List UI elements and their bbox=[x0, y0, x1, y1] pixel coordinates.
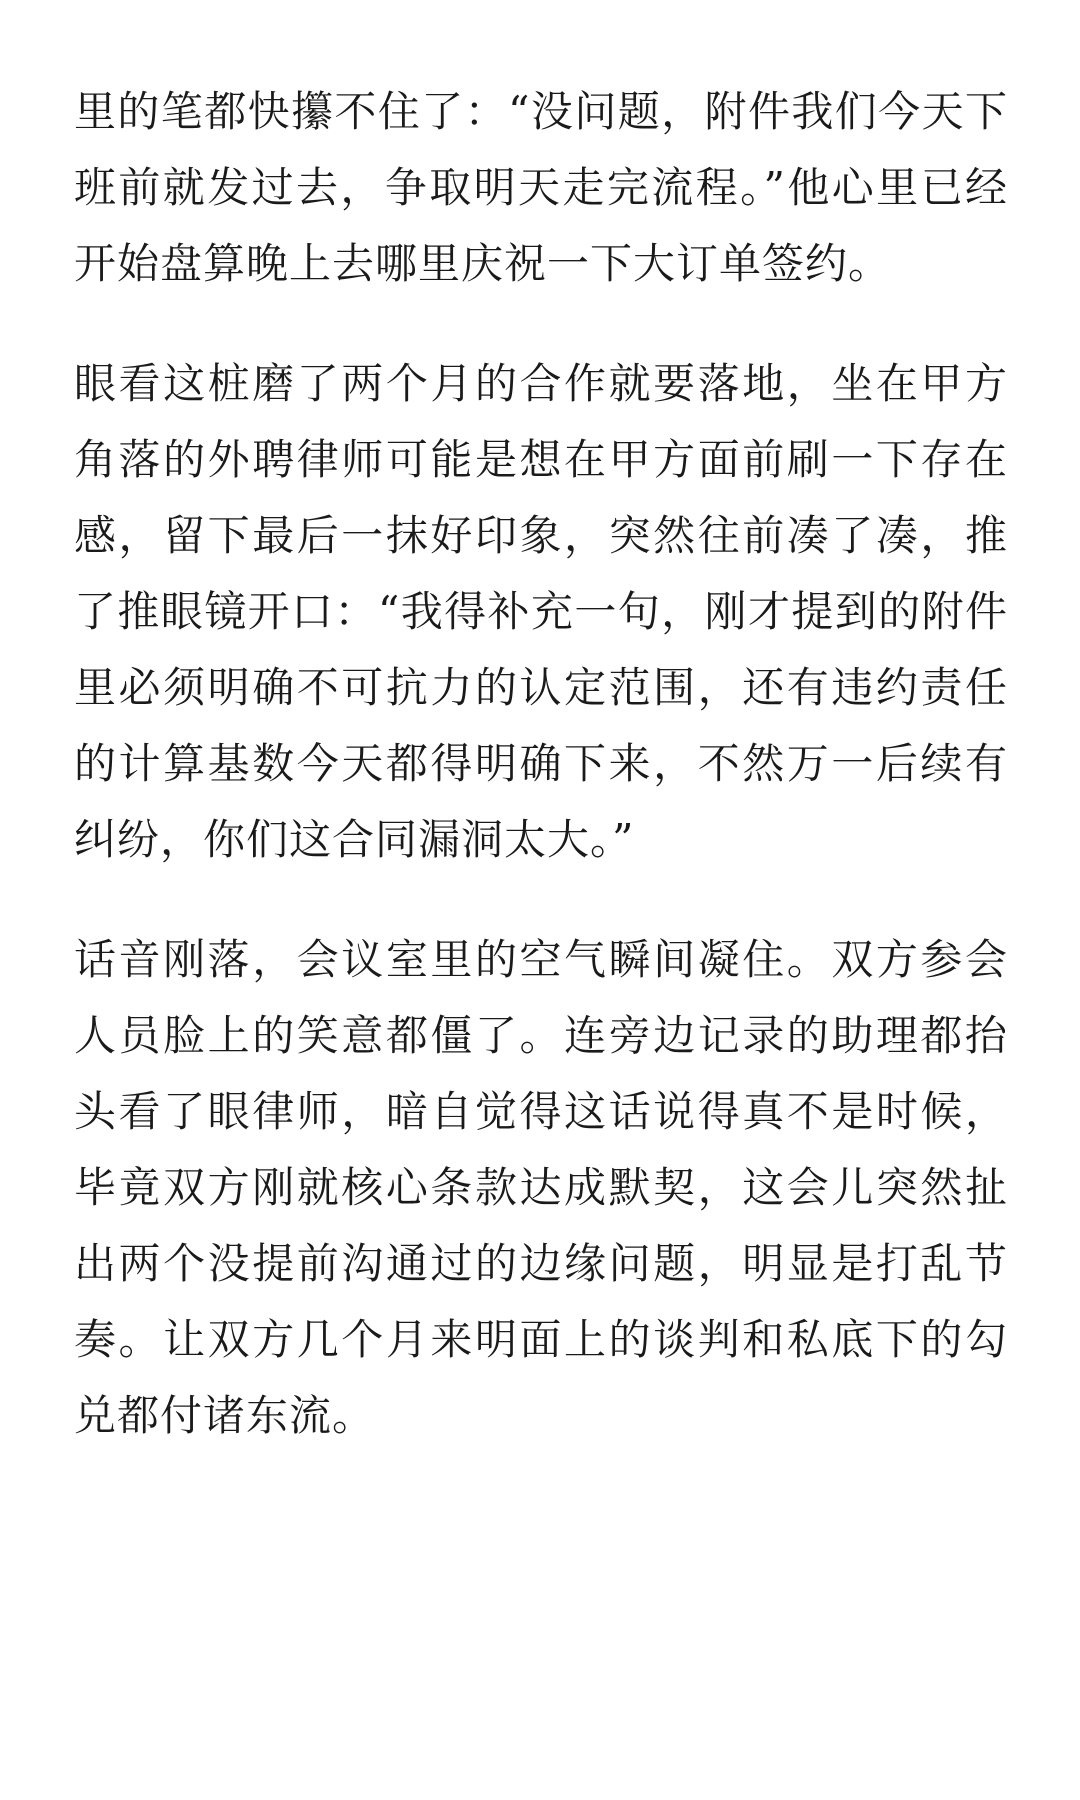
article-body bbox=[74, 74, 1008, 1498]
paragraph-1: 里的笔都快攥不住了：“没问题，附件我们今天下班前就发过去，争取明天走完流程。”他心里已经开始盘算晚上去哪里庆祝一下大订单签约。 bbox=[74, 87, 1008, 288]
paragraph-3: 话音刚落，会议室里的空气瞬间凝住。双方参会人员脸上的笑意都僵了。连旁边记录的助理都抬头看了眼律师，暗自觉得这话说得真不是时候，毕竟双方刚就核心条款达成默契，这会儿突然扯出两个没提前沟通过的边缘问题，明显是打乱节奏。让双方几个月来明面上的谈判和私底下的勾兑都付诸东流。 bbox=[74, 935, 1008, 1440]
paragraph-2: 眼看这桩磨了两个月的合作就要落地，坐在甲方角落的外聘律师可能是想在甲方面前刷一下存在感，留下最后一抹好印象，突然往前凑了凑，推了推眼镜开口：“我得补充一句，刚才提到的附件里必须明确不可抗力的认定范围，还有违约责任的计算基数今天都得明确下来，不然万一后续有纠纷，你们这合同漏洞太大。” bbox=[74, 359, 1008, 864]
